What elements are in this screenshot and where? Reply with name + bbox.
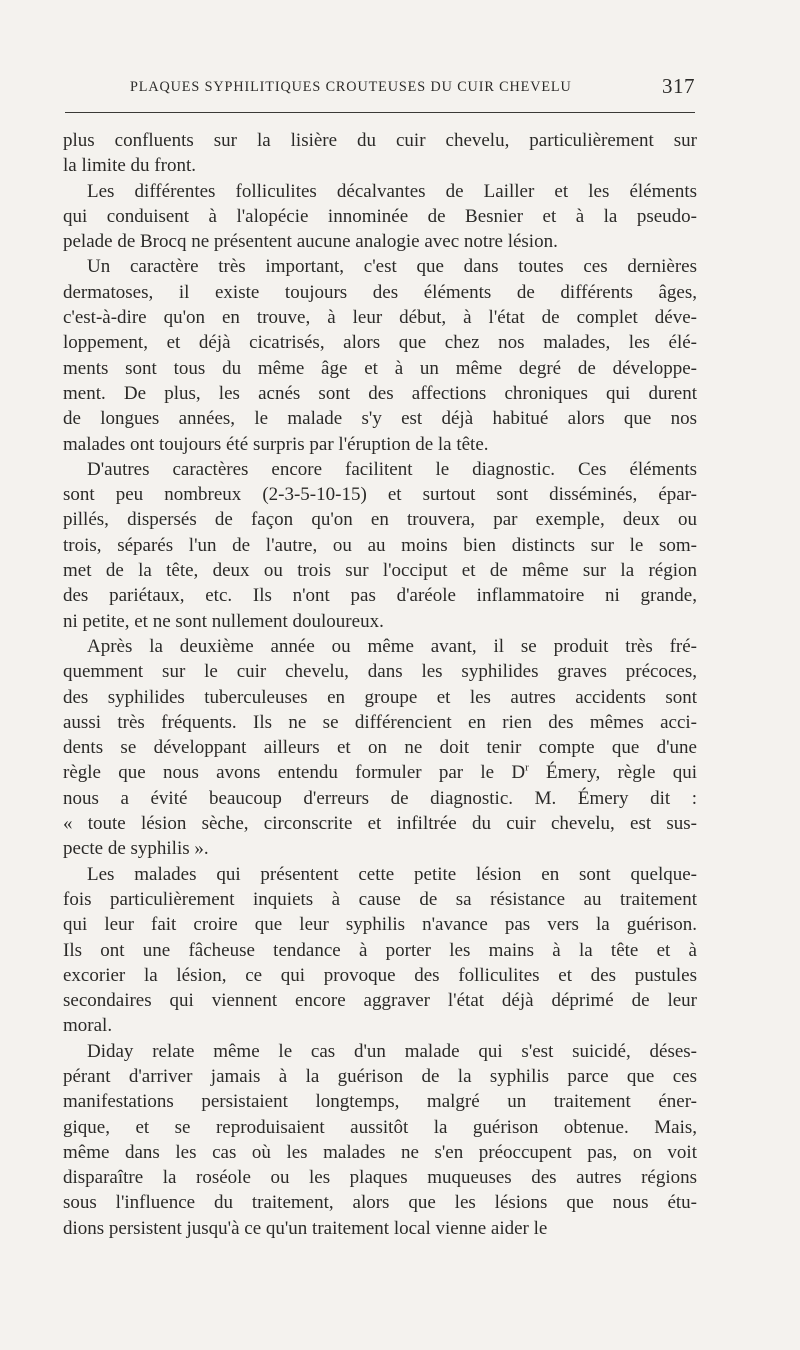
page-header [130, 74, 695, 104]
text-line: dents se développant ailleurs et on ne doit tenir compte que d'une [63, 737, 697, 759]
text-line: ments sont tous du même âge et à un même degré de développe- [63, 357, 697, 379]
text-line: dermatoses, il existe toujours des éléments de différents âges, [63, 281, 697, 303]
text-line: même dans les cas où les malades ne s'en préoccupent pas, on voit [63, 1141, 697, 1163]
page-number: 317 [662, 74, 695, 98]
text-line: quemment sur le cuir chevelu, dans les syphilides graves précoces, [63, 661, 697, 683]
paragraph-start-line: D'autres caractères encore facilitent le diagnostic. Ces éléments [87, 458, 697, 480]
text-line: des pariétaux, etc. Ils n'ont pas d'aréole inflammatoire ni grande, [63, 585, 697, 607]
text-line: pillés, dispersés de façon qu'on en trouvera, par exemple, deux ou [63, 509, 697, 531]
text-line: fois particulièrement inquiets à cause de sa résistance au traitement [63, 888, 697, 910]
text-line: manifestations persistaient longtemps, malgré un traitement éner- [63, 1091, 697, 1113]
paragraph-start-line: Après la deuxième année ou même avant, il se produit très fré- [87, 635, 697, 657]
text-line: la limite du front. [63, 155, 196, 177]
text-line: nous a évité beaucoup d'erreurs de diagnostic. M. Émery dit : [63, 787, 697, 809]
text-line: loppement, et déjà cicatrisés, alors que chez nos malades, les élé- [63, 332, 697, 354]
text-line: « toute lésion sèche, circonscrite et infiltrée du cuir chevelu, est sus- [63, 813, 697, 835]
text-line: gique, et se reproduisaient aussitôt la guérison obtenue. Mais, [63, 1116, 697, 1138]
paragraph-start-line: Un caractère très important, c'est que dans toutes ces dernières [87, 256, 697, 278]
text-line: moral. [63, 1015, 113, 1037]
text-line: pecte de syphilis ». [63, 838, 209, 860]
text-line: malades ont toujours été surpris par l'éruption de la tête. [63, 433, 489, 455]
text-line: qui conduisent à l'alopécie innominée de Besnier et à la pseudo- [63, 205, 697, 227]
text-line: excorier la lésion, ce qui provoque des folliculites et des pustules [63, 964, 697, 986]
body-text [63, 128, 697, 1241]
text-segment: règle que nous avons entendu formuler par le D [63, 762, 526, 784]
text-line: qui leur fait croire que leur syphilis n'avance pas vers la guérison. [63, 914, 697, 936]
text-line: trois, séparés l'un de l'autre, ou au moins bien distincts sur le som- [63, 534, 697, 556]
text-line: de longues années, le malade s'y est déjà habitué alors que nos [63, 408, 697, 430]
text-line: ment. De plus, les acnés sont des affections chroniques qui durent [63, 382, 697, 404]
paragraph-start-line: Diday relate même le cas d'un malade qui s'est suicidé, déses- [87, 1040, 697, 1062]
text-line: disparaître la roséole ou les plaques muqueuses des autres régions [63, 1167, 697, 1189]
text-line: des syphilides tuberculeuses en groupe et les autres accidents sont [63, 686, 697, 708]
text-line: pelade de Brocq ne présentent aucune analogie avec notre lésion. [63, 231, 558, 253]
text-line: Ils ont une fâcheuse tendance à porter les mains à la tête et à [63, 939, 697, 961]
text-line-with-superscript [63, 760, 697, 785]
text-line: plus confluents sur la lisière du cuir chevelu, particulièrement sur [63, 130, 697, 151]
text-line: aussi très fréquents. Ils ne se différencient en rien des mêmes acci- [63, 711, 697, 733]
text-line: pérant d'arriver jamais à la guérison de la syphilis parce que ces [63, 1065, 697, 1087]
text-line: secondaires qui viennent encore aggraver l'état déjà déprimé de leur [63, 990, 697, 1012]
header-rule [65, 112, 695, 113]
text-line: met de la tête, deux ou trois sur l'occiput et de même sur la région [63, 560, 697, 582]
text-line: dions persistent jusqu'à ce qu'un traitement local vienne aider le [63, 1217, 548, 1239]
running-title: PLAQUES SYPHILITIQUES CROUTEUSES DU CUIR CHEVELU [130, 79, 572, 95]
text-line: sont peu nombreux (2-3-5-10-15) et surtout sont disséminés, épar- [63, 484, 697, 506]
text-line: sous l'influence du traitement, alors que les lésions que nous étu- [63, 1192, 697, 1214]
superscript: r [525, 762, 529, 775]
text-line: ni petite, et ne sont nullement douloureux. [63, 610, 384, 632]
text-segment: Émery, règle qui [528, 762, 697, 784]
paragraph-start-line: Les différentes folliculites décalvantes de Lailler et les éléments [87, 180, 697, 202]
text-line: c'est-à-dire qu'on en trouve, à leur début, à l'état de complet déve- [63, 307, 697, 329]
paragraph-start-line: Les malades qui présentent cette petite lésion en sont quelque- [87, 863, 697, 885]
